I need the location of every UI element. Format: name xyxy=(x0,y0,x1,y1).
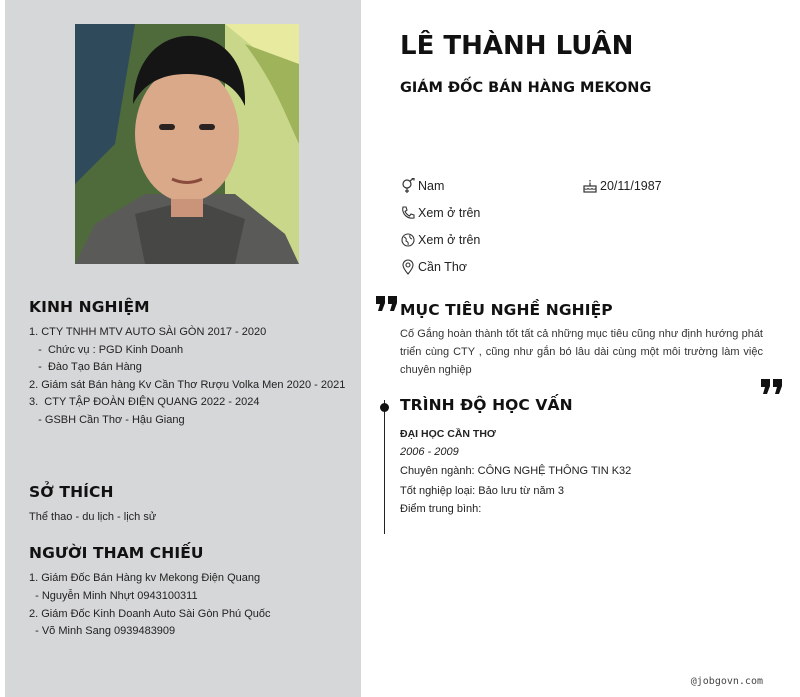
location-info xyxy=(400,259,467,275)
reference-line: 2. Giám Đốc Kinh Doanh Auto Sài Gòn Phú Quốc xyxy=(29,608,271,620)
phone-info xyxy=(400,205,480,221)
reference-line: 1. Giám Đốc Bán Hàng kv Mekong Điện Quang xyxy=(29,572,261,584)
experience-line: 1. CTY TNHH MTV AUTO SÀI GÒN 2017 - 2020 xyxy=(29,326,267,338)
hobbies-heading: SỞ THÍCH xyxy=(29,483,114,501)
objective-heading: MỤC TIÊU NGHỀ NGHIỆP xyxy=(400,301,613,319)
reference-line: - Võ Minh Sang 0939483909 xyxy=(29,625,176,637)
reference-line: - Nguyễn Minh Nhựt 0943100311 xyxy=(29,590,198,602)
gender-icon xyxy=(400,178,416,194)
watermark: @jobgovn.com xyxy=(690,676,763,687)
references-heading: NGƯỜI THAM CHIẾU xyxy=(29,544,204,562)
phone-icon xyxy=(400,205,416,221)
education-grade: Tốt nghiệp loại: Bảo lưu từ năm 3 xyxy=(400,485,564,497)
education-timeline xyxy=(384,400,385,534)
website-info xyxy=(400,232,480,248)
education-major: Chuyên ngành: CÔNG NGHỆ THÔNG TIN K32 xyxy=(400,465,632,477)
gender-value: Nam xyxy=(418,179,445,193)
location-value: Cần Thơ xyxy=(418,260,467,274)
experience-line: 3. CTY TẬP ĐOÀN ĐIỆN QUANG 2022 - 2024 xyxy=(29,396,260,408)
experience-line: - Chức vụ : PGD Kinh Doanh xyxy=(29,344,184,356)
education-heading: TRÌNH ĐỘ HỌC VẤN xyxy=(400,396,573,414)
gender-info xyxy=(400,178,444,194)
full-name: LÊ THÀNH LUÂN xyxy=(400,31,634,61)
experience-line: - Đào Tạo Bán Hàng xyxy=(29,361,142,373)
objective-text: Cố Gắng hoàn thành tốt tất cả những mục tiêu cũng như định hướng phát triển cùng CTY , cũng như gắn bó lâu dài cùng một môi trường làm việc chuyên nghiệp xyxy=(400,328,763,376)
education-gpa: Điểm trung bình: xyxy=(400,503,482,515)
job-title: GIÁM ĐỐC BÁN HÀNG MEKONG xyxy=(400,80,652,96)
location-pin-icon xyxy=(400,259,416,275)
phone-value: Xem ở trên xyxy=(418,206,481,220)
birthdate-info xyxy=(582,178,662,194)
birthdate-value: 20/11/1987 xyxy=(600,179,662,193)
hobbies-text: Thể thao - du lịch - lịch sử xyxy=(29,511,157,523)
avatar xyxy=(75,24,299,264)
education-school: ĐẠI HỌC CẦN THƠ xyxy=(400,428,496,440)
quote-open-icon xyxy=(376,296,398,316)
education-period: 2006 - 2009 xyxy=(400,446,459,458)
education-timeline-dot xyxy=(380,403,389,412)
globe-icon xyxy=(400,232,416,248)
experience-line: 2. Giám sát Bán hàng Kv Cần Thơ Rượu Volka Men 2020 - 2021 xyxy=(29,379,346,391)
quote-close-icon xyxy=(761,379,783,399)
website-value: Xem ở trên xyxy=(418,233,481,247)
birthday-cake-icon xyxy=(582,178,598,194)
experience-heading: KINH NGHIỆM xyxy=(29,298,150,316)
experience-line: - GSBH Cần Thơ - Hậu Giang xyxy=(29,414,185,426)
